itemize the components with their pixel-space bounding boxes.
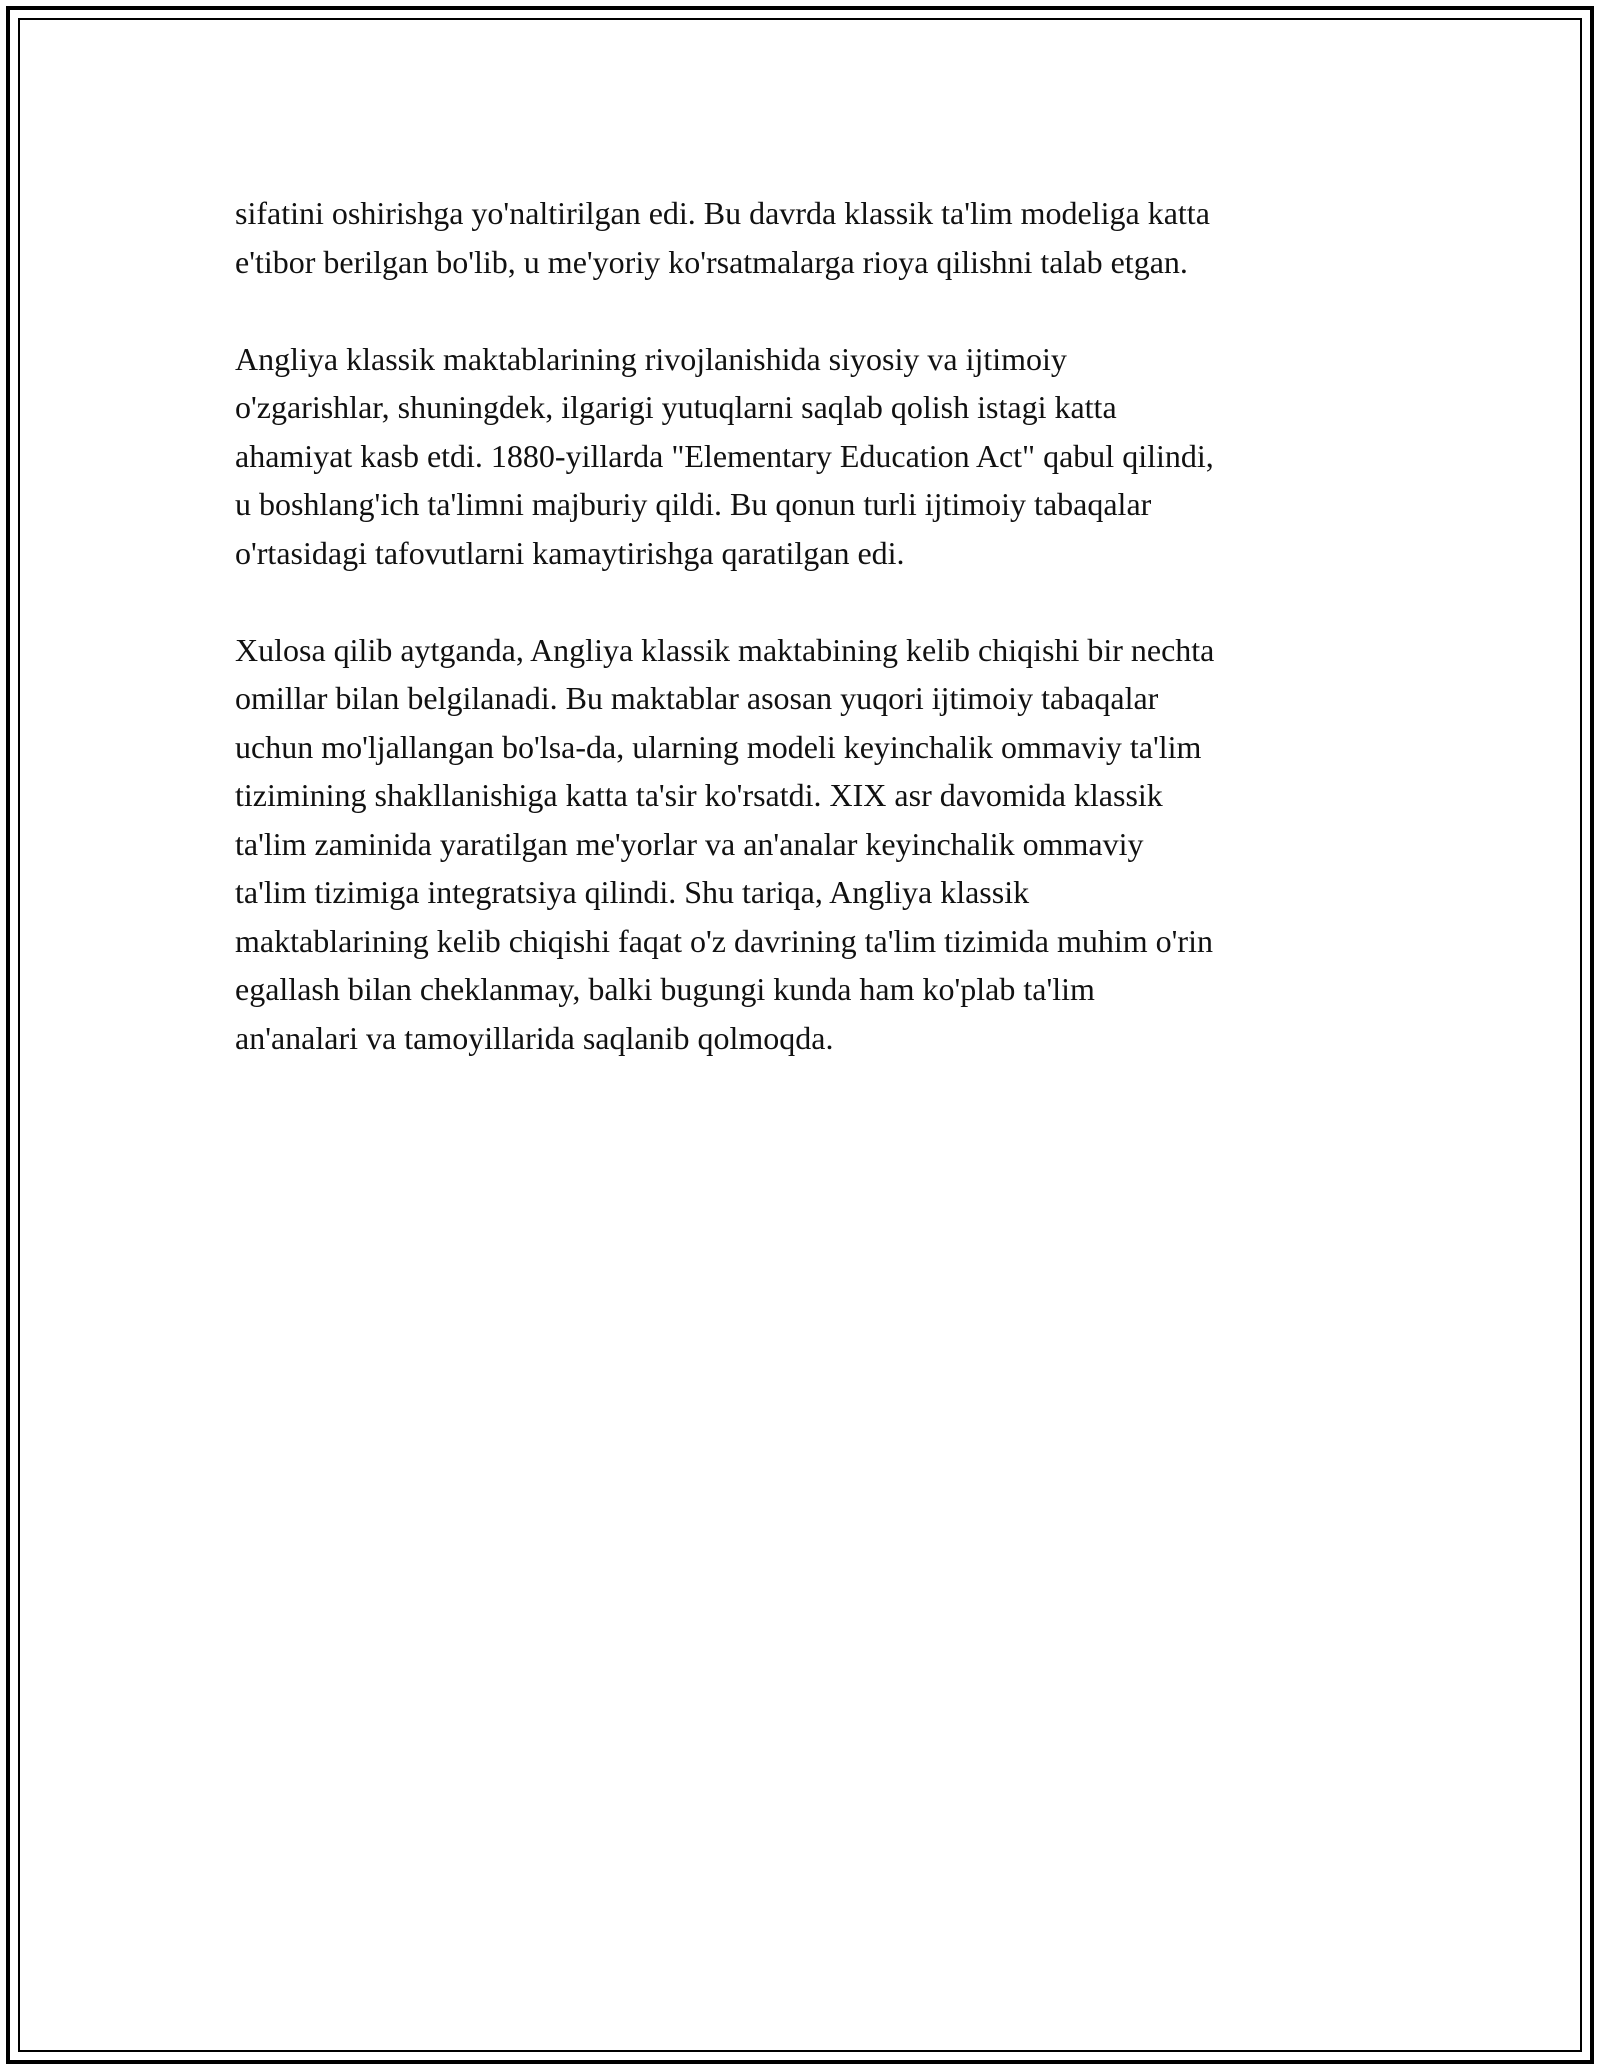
document-body xyxy=(235,189,1365,1111)
paragraph-1: sifatini oshirishga yo'naltirilgan edi. Bu davrda klassik ta'lim modeliga katta e'tibor berilgan bo'lib, u me'yoriy ko'rsatmalarga rioya qilishni talab etgan. xyxy=(235,195,1210,280)
paragraph-3: Xulosa qilib aytganda, Angliya klassik maktabining kelib chiqishi bir nechta omillar bilan belgilanadi. Bu maktablar asosan yuqori ijtimoiy tabaqalar uchun mo'ljallangan bo'lsa-da, ularning modeli keyinchalik ommaviy ta'lim tizimining shakllanishiga katta ta'sir ko'rsatdi. XIX asr davomida klassik ta'lim zaminida yaratilgan me'yorlar va an'analar keyinchalik ommaviy ta'lim tizimiga integratsiya qilindi. Shu tariqa, Angliya klassik maktablarining kelib chiqishi faqat o'z davrining ta'lim tizimida muhim o'rin egallash bilan cheklanmay, balki bugungi kunda ham ko'plab ta'lim an'analari va tamoyillarida saqlanib qolmoqda. xyxy=(235,631,1215,1056)
paragraph-2: Angliya klassik maktablarining rivojlanishida siyosiy va ijtimoiy o'zgarishlar, shuningdek, ilgarigi yutuqlarni saqlab qolish istagi katta ahamiyat kasb etdi. 1880-yillarda "Elementary Education Act" qabul qilindi, u boshlang'ich ta'limni majburiy qildi. Bu qonun turli ijtimoiy tabaqalar o'rtasidagi tafovutlarni kamaytirishga qaratilgan edi. xyxy=(235,340,1214,571)
